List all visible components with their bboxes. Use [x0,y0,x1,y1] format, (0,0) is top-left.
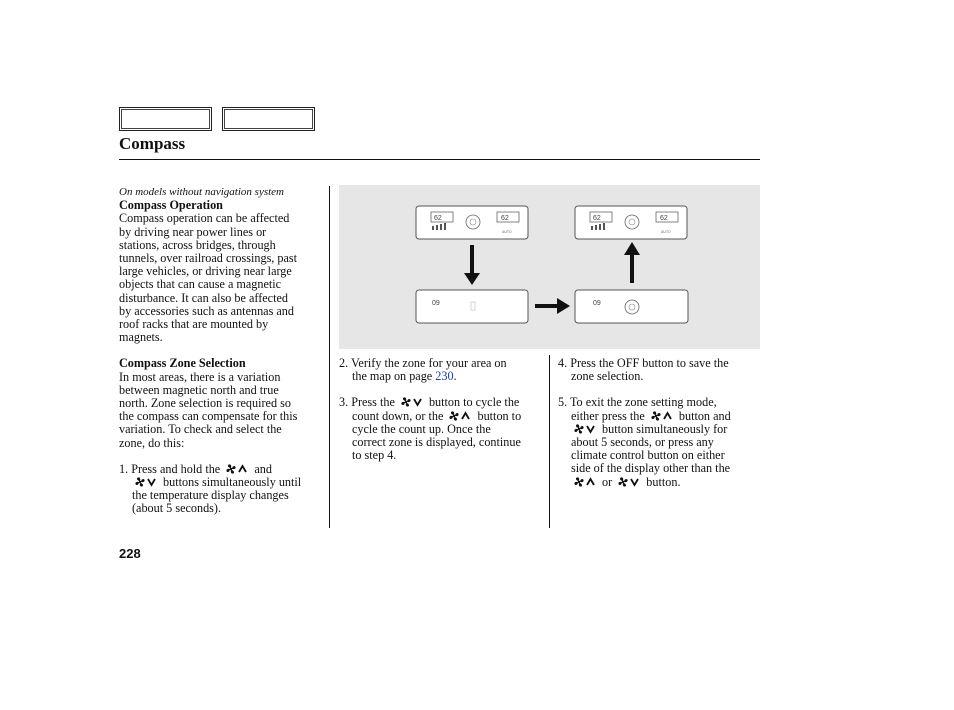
operation-line: disturbance. It can also be affected [119,290,288,305]
step-1-cont: the temperature display changes [132,488,289,503]
step-3-cont: to step 4. [352,448,397,463]
operation-heading: Compass Operation [119,198,223,213]
section-tab-1 [119,107,212,131]
arrow-up-icon [624,242,640,283]
step-5-text: button. [646,474,681,489]
step-3-cont: correct zone is displayed, continue [352,435,521,450]
step-5-cont: climate control button on either [571,448,725,463]
operation-line: magnets. [119,330,163,345]
arrow-right-icon [535,298,570,314]
zone-line: zone, do this: [119,435,185,450]
title-rule [119,159,760,160]
step-5-cont: about 5 seconds, or press any [571,435,714,450]
operation-line: by accessories such as antennas and [119,303,294,318]
operation-line: stations, across bridges, through [119,237,276,252]
fan-up-icon [650,410,674,422]
step-3-cont: cycle the count up. Once the [352,421,491,436]
step-1-cont: (about 5 seconds). [132,501,222,516]
step-5-text: or [602,474,613,489]
step-5-text: button simultaneously for [602,421,728,436]
temp-right-label: 62 [501,215,509,222]
operation-line: by driving near power lines or [119,224,267,239]
step-5-cont [558,476,760,489]
right-column [558,357,760,489]
page-number: 228 [119,546,141,561]
operation-line: roof racks that are mounted by [119,317,269,332]
step-1-text: buttons simultaneously until [163,475,302,490]
zone-line: variation. To check and select the [119,422,282,437]
step-1-text: 1. Press and hold the [119,461,221,476]
fan-up-icon [573,476,597,488]
left-column [119,186,324,516]
step-3-text: button to cycle the [428,395,520,410]
display-diagram [339,185,760,349]
section-tab-2 [222,107,315,131]
step-5-text: button and [678,408,731,423]
display-diagram-svg [339,185,760,349]
zone-line: the compass can compensate for this [119,409,298,424]
zone-heading: Compass Zone Selection [119,356,246,371]
column-divider [329,186,330,528]
temp-left-label: 62 [434,215,442,222]
temp-right-label: 62 [660,215,668,222]
step-1-text: and [254,461,272,476]
display-panel-top-left [416,206,528,239]
display-panel-bottom-left [416,290,528,323]
step-2-text: the map on page [352,369,433,384]
fan-down-icon [617,476,641,488]
column-divider [549,355,550,528]
step-3-text: 3. Press the [339,395,395,410]
zone-line: between magnetic north and true [119,382,279,397]
step-2-cont [339,370,544,383]
step-3-text: button to [477,408,522,423]
operation-line: tunnels, over railroad crossings, past [119,251,298,266]
zone-value-label: 09 [432,300,440,307]
auto-label: AUTO [661,230,671,234]
page-link[interactable]: 230 [435,369,454,384]
step-5-text: either press the [571,408,645,423]
fan-up-icon [225,463,249,475]
middle-column [339,357,544,462]
fan-down-icon [400,396,424,408]
fan-down-icon [134,476,158,488]
step-2: 2. Verify the zone for your area on [339,356,507,370]
step-5: 5. To exit the zone setting mode, [558,395,717,410]
zone-line: north. Zone selection is required so [119,396,291,411]
auto-label: AUTO [502,230,512,234]
zone-value-label: 09 [593,300,601,307]
temp-left-label: 62 [593,215,601,222]
operation-line: objects that can cause a magnetic [119,277,282,292]
step-4: 4. Press the OFF button to save the [558,356,729,370]
display-panel-top-right [575,206,687,239]
step-3-cont [339,410,544,423]
page-title: Compass [119,134,186,153]
zone-line: In most areas, there is a variation [119,369,281,384]
step-4-cont: zone selection. [571,369,644,384]
fan-down-icon [573,423,597,435]
display-panel-bottom-right [575,290,688,323]
operation-line: large vehicles, or driving near large [119,264,292,279]
step-5-cont: side of the display other than the [571,461,731,476]
arrow-down-icon [464,245,480,285]
step-3-text: count down, or the [352,408,444,423]
fan-up-icon [448,410,472,422]
model-note: On models without navigation system [119,186,284,198]
operation-line: Compass operation can be affected [119,211,290,226]
step-2-text: . [453,369,457,384]
